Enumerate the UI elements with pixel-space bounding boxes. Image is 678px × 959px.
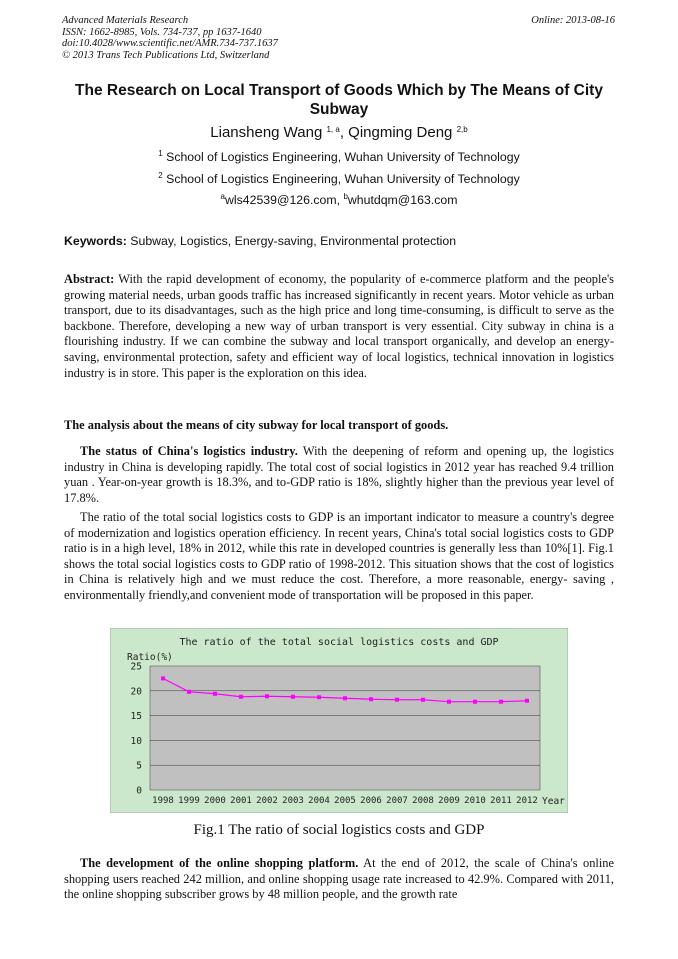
paragraph-1-heading: The status of China's logistics industry.	[80, 444, 298, 458]
y-tick-label: 0	[136, 785, 142, 797]
section-heading: The analysis about the means of city subway for local transport of goods.	[64, 418, 449, 432]
data-point	[317, 695, 321, 699]
data-point	[447, 700, 451, 704]
x-tick-label: 2001	[230, 796, 252, 806]
journal-name: Advanced Materials Research	[62, 15, 189, 26]
x-tick-label: 2007	[386, 796, 408, 806]
doi-line: doi:10.4028/www.scientific.net/AMR.734-737.1637	[62, 38, 278, 49]
paper-title	[60, 81, 618, 119]
paragraph-3-heading: The development of the online shopping platform.	[80, 856, 359, 870]
abstract-text: With the rapid development of economy, the popularity of e-commerce platform and the people's growing material needs, urban goods traffic has increased significantly in recent years. Motor vehicle as urban transport, due to its disadvantages, such as the high price and long time-consuming, is difficult to serve as the backbone. Therefore, developing a new way of urban transport is very essential. City subway in china is a flourishing industry. If we can combine the subway and local transport organically, and develop an energy-saving, environmental protection, safety and efficient way of local logistics, technical innovation in logistics industry is in store. This paper is the exploration on this idea.	[64, 272, 614, 380]
chart-title: The ratio of the total social logistics costs and GDP	[179, 637, 499, 648]
x-tick-label: 2008	[412, 796, 434, 806]
paragraph-1-text: With the deepening of reform and opening up, the logistics industry in China is developing rapidly. The total cost of social logistics in 2012 year has reached 9.4 trillion yuan . Year-on-year growth is 18.3%, and to-GDP ratio is 18%, slightly higher than the previous year level of 17.8%.	[64, 444, 614, 505]
x-tick-label: 2010	[464, 796, 486, 806]
y-tick-label: 25	[130, 661, 142, 673]
x-axis-label: Year	[542, 796, 565, 807]
author-2-sup: 2,b	[456, 125, 468, 134]
author-1-sup: 1, a	[326, 125, 340, 134]
data-point	[395, 698, 399, 702]
abstract	[64, 272, 614, 381]
data-point	[343, 696, 347, 700]
title-line-1: The Research on Local Transport of Goods Which by The Means of City	[75, 82, 603, 99]
x-tick-label: 1998	[152, 796, 174, 806]
y-axis-label: Ratio(%)	[127, 652, 173, 663]
data-point	[369, 697, 373, 701]
author-1: Liansheng Wang	[210, 124, 323, 141]
author-2: Qingming Deng	[348, 124, 453, 141]
copyright-line: © 2013 Trans Tech Publications Ltd, Switzerland	[62, 49, 270, 61]
affiliation-1	[0, 150, 678, 164]
data-point	[525, 699, 529, 703]
y-tick-label: 15	[130, 711, 142, 723]
email-b: whutdqm@163.com	[347, 193, 458, 207]
data-point	[265, 694, 269, 698]
figure-caption: Fig.1 The ratio of social logistics costs and GDP	[193, 822, 485, 838]
y-tick-label: 20	[130, 686, 142, 698]
x-tick-label: 2005	[334, 796, 356, 806]
issn-line: ISSN: 1662-8985, Vols. 734-737, pp 1637-1640	[62, 26, 262, 38]
x-tick-label: 2000	[204, 796, 226, 806]
title-line-2: Subway	[309, 101, 369, 118]
data-point	[213, 692, 217, 696]
ratio-chart	[110, 628, 568, 813]
affiliation-2	[0, 172, 678, 186]
data-point	[187, 690, 191, 694]
x-tick-label: 1999	[178, 796, 200, 806]
affiliation-1-sup: 1	[158, 149, 163, 158]
affiliation-1-text: School of Logistics Engineering, Wuhan University of Technology	[162, 150, 520, 164]
email-line	[0, 193, 678, 207]
data-point	[473, 700, 477, 704]
email-a: wls42539@126.com,	[225, 193, 344, 207]
keywords-label: Keywords:	[64, 234, 127, 248]
data-point	[291, 695, 295, 699]
x-tick-label: 2011	[490, 796, 512, 806]
affiliation-2-sup: 2	[158, 171, 163, 180]
keywords-text: Subway, Logistics, Energy-saving, Environmental protection	[126, 234, 457, 248]
plot-area	[150, 666, 540, 790]
y-tick-label: 10	[130, 735, 142, 747]
data-point	[161, 676, 165, 680]
data-point	[239, 695, 243, 699]
author-line	[0, 124, 678, 141]
x-tick-label: 2009	[438, 796, 460, 806]
email-b-sup: b	[343, 192, 348, 201]
x-axis-ticks	[152, 796, 538, 806]
email-a-sup: a	[220, 192, 225, 201]
x-tick-label: 2004	[308, 796, 330, 806]
y-tick-label: 5	[136, 760, 142, 772]
paragraph-ratio: The ratio of the total social logistics costs to GDP is an important indicator to measure a country's degree of modernization and logistics operation efficiency. In recent years, China's total social logistics costs to GDP ratio is in a high level, 18% in 2012, while this rate in developed countries is generally less than 10%[1]. Fig.1 shows the total social logistics costs to GDP ratio of 1998-2012. This situation shows that the cost of logistics in China is relatively high and we must reduce the cost. Therefore, a more reasonable, energy- saving , environmentally friendly,and convenient mode of transportation will be proposed in this paper.	[64, 510, 614, 602]
paragraph-3-text: At the end of 2012, the scale of China's online shopping users reached 242 million, and online shopping usage rate increased to 42.9%. Compared with 2011, the online shopping subscriber grows by 48 million people, and the growth rate	[64, 856, 614, 902]
x-tick-label: 2006	[360, 796, 382, 806]
x-tick-label: 2003	[282, 796, 304, 806]
online-date: Online: 2013-08-16	[531, 15, 615, 26]
journal-header	[62, 15, 278, 61]
data-point	[421, 698, 425, 702]
x-tick-label: 2012	[516, 796, 538, 806]
affiliation-2-text: School of Logistics Engineering, Wuhan University of Technology	[162, 172, 520, 186]
keywords	[64, 234, 456, 248]
paragraph-logistics-status	[64, 444, 614, 506]
author-separator: ,	[339, 124, 349, 141]
abstract-label: Abstract:	[64, 272, 115, 286]
paragraph-online-shopping	[64, 856, 614, 903]
data-point	[499, 700, 503, 704]
x-tick-label: 2002	[256, 796, 278, 806]
